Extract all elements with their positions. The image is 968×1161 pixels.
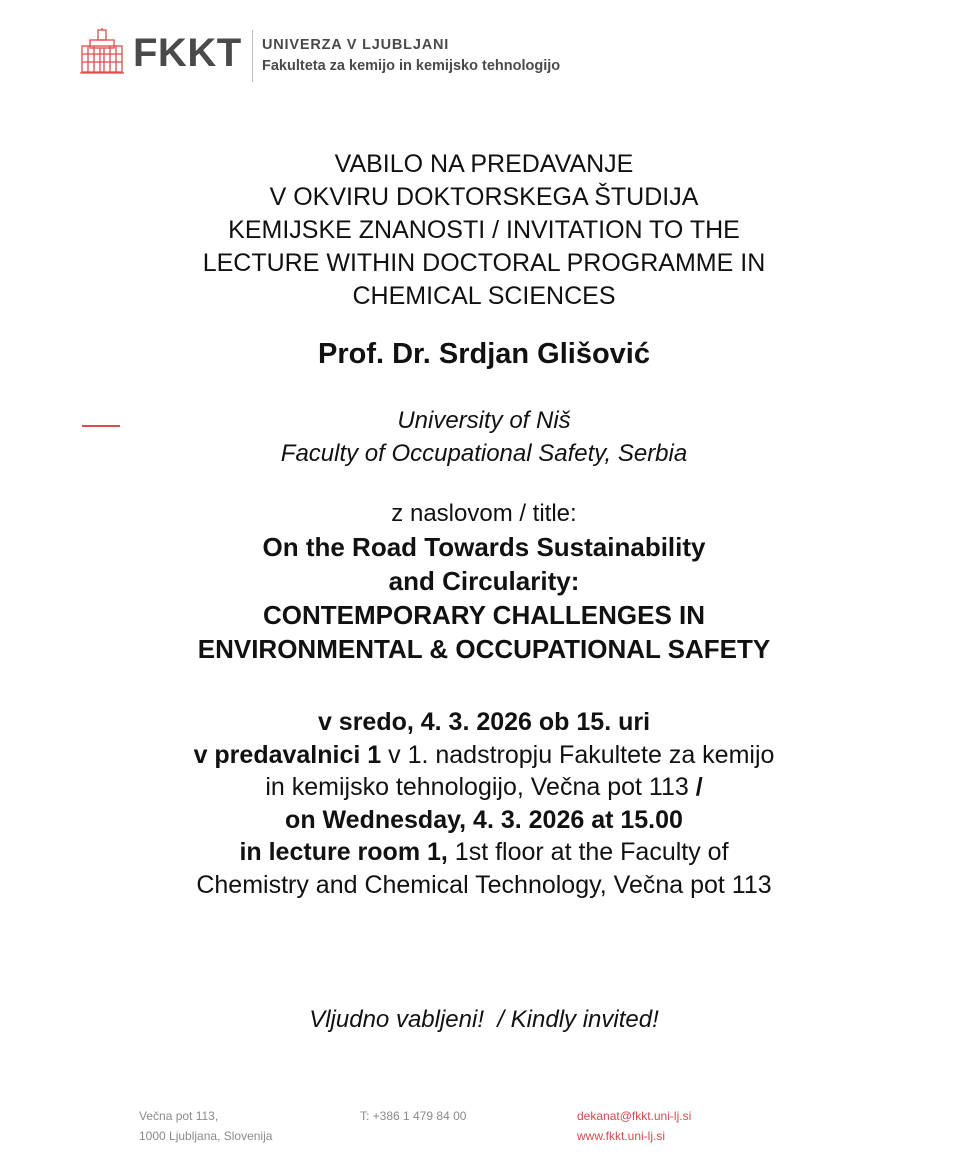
footer-address [139, 1106, 272, 1146]
invitation-line: LECTURE WITHIN DOCTORAL PROGRAMME IN [202, 249, 766, 277]
footer-address-line1: Večna pot 113, [139, 1109, 219, 1123]
room-sl [0, 739, 968, 772]
room-en [0, 836, 968, 869]
lecture-title-line: ENVIRONMENTAL & OCCUPATIONAL SAFETY [197, 634, 771, 664]
lecture-title [0, 530, 968, 666]
university-building-logo-icon [80, 28, 124, 74]
room-sl-rest: v 1. nadstropju Fakultete za kemijo [381, 740, 775, 769]
affiliation-faculty: Faculty of Occupational Safety, Serbia [280, 440, 688, 467]
event-details [0, 706, 968, 901]
footer-phone: T: +386 1 479 84 00 [360, 1109, 467, 1123]
invitation-line: VABILO NA PREDAVANJE [334, 150, 634, 178]
footer-contact [577, 1106, 691, 1146]
affiliation-university: University of Niš [397, 407, 571, 434]
room-en-rest: 1st floor at the Faculty of [447, 838, 729, 866]
faculty-brand-logo: FKKT [133, 31, 242, 75]
university-name: UNIVERZA V LJUBLJANI [262, 37, 450, 53]
invitation-line: KEMIJSKE ZNANOSTI / INVITATION TO THE [228, 216, 740, 244]
address-en: Chemistry and Chemical Technology, Večna pot 113 [196, 870, 772, 899]
address-sl-text: in kemijsko tehnologijo, Večna pot 113 [265, 773, 689, 801]
lecture-title-line: and Circularity: [388, 566, 580, 596]
room-en-bold: in lecture room 1, [239, 838, 448, 866]
date-en: on Wednesday, 4. 3. 2026 at 15.00 [285, 805, 683, 834]
room-sl-bold: v predavalnici 1 [193, 740, 382, 769]
closing-greeting: Vljudno vabljeni! / Kindly invited! [309, 1006, 659, 1033]
lecture-title-line: CONTEMPORARY CHALLENGES IN [262, 600, 706, 630]
footer-website-link[interactable]: www.fkkt.uni-lj.si [577, 1129, 666, 1143]
invitation-line: V OKVIRU DOKTORSKEGA ŠTUDIJA [269, 183, 699, 211]
footer-address-line2: 1000 Ljubljana, Slovenija [139, 1129, 273, 1143]
date-sl: v sredo, 4. 3. 2026 ob 15. uri [317, 708, 651, 736]
faculty-name: Fakulteta za kemijo in kemijsko tehnologijo [262, 58, 561, 74]
speaker-name: Prof. Dr. Srdjan Glišović [318, 338, 650, 370]
address-sl [0, 771, 968, 804]
footer-email-link[interactable]: dekanat@fkkt.uni-lj.si [577, 1109, 692, 1123]
invitation-line: CHEMICAL SCIENCES [352, 282, 616, 310]
lecture-title-line: On the Road Towards Sustainability [262, 532, 706, 562]
title-intro: z naslovom / title: [391, 500, 577, 527]
invitation-heading [0, 148, 968, 313]
header-divider [252, 30, 253, 82]
speaker-affiliation [0, 404, 968, 470]
language-separator: / [688, 773, 703, 801]
